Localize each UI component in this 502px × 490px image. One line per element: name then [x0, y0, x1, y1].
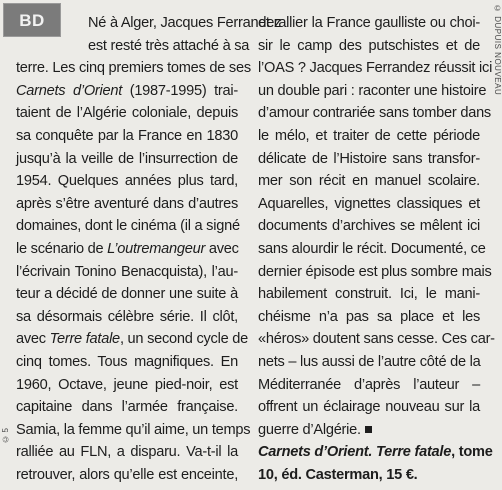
left-column: [16, 12, 282, 486]
text-line: [258, 283, 480, 306]
text-line: [16, 80, 238, 103]
text-segment: capitaine dans l’armée française.: [16, 399, 238, 416]
text-line: [16, 351, 238, 374]
text-segment: sa désormais célèbre série. Il clôt,: [16, 308, 238, 325]
right-column: [258, 12, 495, 486]
text-segment: taient de l’Algérie coloniale, depuis: [16, 105, 238, 122]
text-segment: jusqu’à la veille de l’insurrection de: [16, 150, 238, 167]
text-line: Né à Alger, Jacques Ferrandez: [88, 15, 282, 31]
text-segment: offrent un éclairage nouveau sur la: [258, 399, 480, 416]
text-line: est resté très attaché à sa: [88, 37, 250, 54]
text-line: [258, 148, 480, 171]
text-line: [258, 193, 480, 216]
text-line: [16, 283, 238, 306]
text-segment: ralliée au FLN, a disparu. Va-t-il la: [16, 444, 238, 461]
text-segment: nets – lus aussi de l’autre côté de la: [258, 353, 481, 370]
text-line: [258, 125, 480, 148]
text-segment: «héros» doutent sans cesse. Ces car-: [258, 331, 495, 348]
section-badge: BD: [3, 3, 61, 37]
text-line: [16, 215, 238, 238]
text-segment: habilement construit. Ici, le mani-: [258, 286, 480, 303]
italic-title: L’outremangeur: [107, 240, 206, 257]
text-segment: (1987-1995) trai-: [122, 82, 238, 99]
text-line: [16, 125, 238, 148]
text-line: [258, 238, 486, 261]
text-line: [258, 215, 480, 238]
text-segment: mer son récit en manuel scolaire.: [258, 173, 480, 190]
text-segment: délicate de l’Histoire sans transfor-: [258, 150, 480, 167]
text-line: [258, 306, 480, 329]
text-line: [16, 419, 251, 442]
text-segment: sa conquête par la France en 1830: [16, 127, 238, 144]
book-edition-price: 10, éd. Casterman, 15 €.: [258, 466, 418, 483]
side-mark: © 5: [1, 428, 10, 444]
text-segment: Aquarelles, vignettes classiques et: [258, 195, 480, 212]
text-segment: teur a décidé de donner une suite à: [16, 286, 238, 303]
text-segment: chéisme n’a pas sa place et les: [258, 308, 480, 325]
text-segment: 1960, Octave, jeune pied-noir, est: [16, 376, 238, 393]
book-publisher: [258, 464, 480, 487]
text-line: [16, 441, 238, 464]
text-line: [16, 328, 248, 351]
text-segment: Méditerranée d’après l’auteur –: [258, 376, 480, 393]
text-segment: avec: [205, 240, 239, 257]
text-line: [16, 148, 238, 171]
text-segment: l’écrivain Tonino Benacquista), l’au-: [16, 263, 238, 280]
italic-title: Terre fatale: [49, 331, 120, 348]
text-segment: sans alourdir le récit. Documenté, ce: [258, 240, 486, 257]
text-line: [258, 396, 480, 419]
text-segment: après s’être aventuré dans d’autres: [16, 195, 238, 212]
text-segment: Samia, la femme qu’il aime, un temps: [16, 421, 251, 438]
text-line: [258, 80, 487, 103]
text-line: [258, 261, 492, 284]
text-line: [16, 306, 238, 329]
text-line: [16, 57, 251, 80]
text-segment: cinq tomes. Tous magnifiques. En: [16, 353, 238, 370]
text-segment: retrouver, alors qu’elle est enceinte,: [16, 466, 238, 483]
end-of-article-square: [365, 426, 372, 433]
text-line: [258, 170, 480, 193]
text-line: [16, 261, 238, 284]
text-segment: 1954. Quelques années plus tard,: [16, 173, 238, 190]
text-segment: l’OAS ? Jacques Ferrandez réussit ici: [258, 60, 493, 77]
text-segment: , un second cycle de: [119, 331, 248, 348]
text-line: [258, 35, 480, 58]
text-segment: avec: [16, 331, 50, 348]
text-segment: le mélo, et traiter de cette période: [258, 127, 480, 144]
text-segment: d’amour contrariée sans tomber dans: [258, 105, 491, 122]
text-segment: sir le camp des putschistes et de: [258, 37, 480, 54]
text-line: [258, 419, 480, 442]
italic-title: Carnets d’Orient: [16, 82, 123, 99]
text-line: [16, 193, 238, 216]
text-segment: guerre d’Algérie.: [258, 421, 361, 438]
photo-credit: © DUPUIS NOUVEAU: [493, 4, 502, 96]
text-line: [16, 102, 238, 125]
text-segment: et rallier la France gaulliste ou choi-: [258, 15, 480, 31]
text-segment: documents d’archives se mêlent ici: [258, 218, 480, 235]
text-segment: terre. Les cinq premiers tomes de ses: [16, 60, 251, 77]
text-line: [258, 12, 480, 35]
text-line: [16, 464, 238, 487]
text-segment: dernier épisode est plus sombre mais: [258, 263, 492, 280]
book-title: Carnets d’Orient. Terre fatale: [258, 444, 452, 461]
text-line: [258, 351, 480, 374]
text-line: [16, 170, 238, 193]
text-line: [16, 396, 238, 419]
text-line: [16, 374, 238, 397]
text-line: [258, 102, 491, 125]
book-reference: [258, 441, 493, 464]
text-segment: domaines, dont le cinéma (il a signé: [16, 218, 240, 235]
text-line: [16, 238, 238, 261]
text-segment: un double pari : raconter une histoire: [258, 82, 487, 99]
book-info: , tome: [451, 444, 493, 461]
text-segment: le scénario de: [16, 240, 108, 257]
text-line: [258, 57, 493, 80]
text-line: [258, 328, 495, 351]
text-line: [258, 374, 480, 397]
